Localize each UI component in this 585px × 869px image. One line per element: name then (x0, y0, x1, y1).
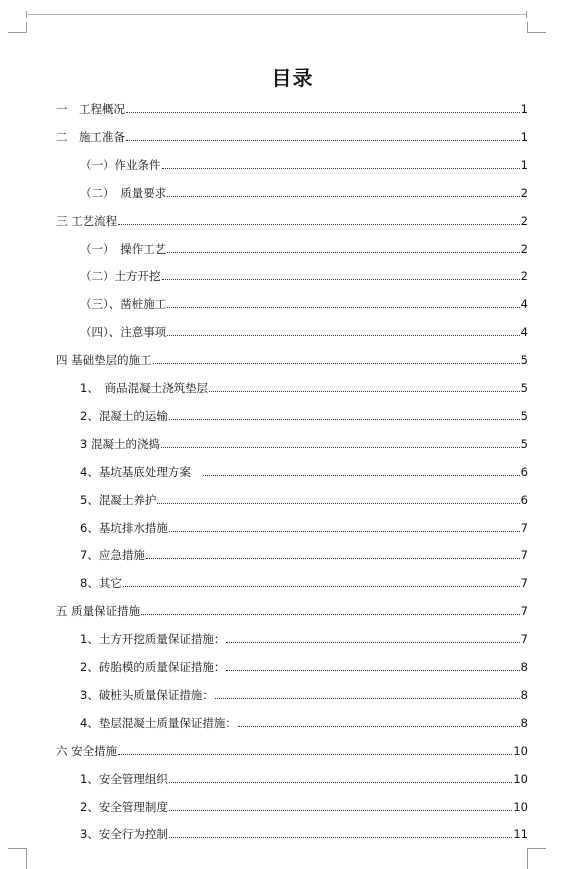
toc-entry-text: 6、基坑排水措施 (80, 520, 168, 535)
toc-entry[interactable] (80, 794, 528, 814)
dot-leader (161, 447, 520, 448)
toc-entry-page: 10 (513, 799, 528, 814)
dot-leader (169, 782, 513, 783)
toc-entry-text: 8、其它 (80, 576, 122, 591)
toc-entry-page: 7 (520, 632, 528, 647)
dot-leader (167, 196, 519, 197)
margin-corner-top-right (527, 22, 546, 33)
toc-entry-text: （一） 操作工艺 (80, 241, 167, 256)
toc-entry[interactable] (80, 319, 528, 339)
toc-entry-text: 1、土方开挖质量保证措施： (80, 632, 226, 647)
toc-entry-text: 3、安全行为控制 (80, 827, 168, 842)
toc-entry-text: 四 基础垫层的施工 (56, 353, 152, 368)
dot-leader (169, 837, 513, 838)
dot-leader (215, 698, 520, 699)
dot-leader (126, 140, 520, 141)
toc-entry-page: 5 (520, 436, 528, 451)
toc-entry[interactable] (56, 598, 528, 618)
toc-entry-page: 5 (520, 353, 528, 368)
toc-entry-page: 8 (520, 660, 528, 674)
toc-entry-text: 7、应急措施 (80, 548, 145, 563)
toc-entry-text: （二） 质量要求 (80, 185, 167, 200)
toc-entry-page: 4 (520, 325, 528, 340)
toc-entry-page: 5 (520, 408, 528, 423)
margin-corner-bottom-right (527, 848, 546, 869)
header-line (26, 14, 527, 15)
toc-entry[interactable] (80, 821, 528, 841)
dot-leader (118, 224, 520, 225)
toc-entry-text: 三 工艺流程 (56, 213, 118, 228)
toc-entry[interactable] (80, 626, 528, 646)
toc-entry[interactable] (80, 682, 528, 702)
dot-leader (141, 614, 520, 615)
margin-corner-bottom-left (8, 848, 27, 869)
toc-entry-page: 8 (520, 715, 528, 730)
toc-entry-text: 4、垫层混凝土质量保证措施： (80, 715, 237, 730)
dot-leader (203, 475, 519, 476)
toc-entry-page: 2 (520, 213, 528, 228)
toc-entry-text: 2、安全管理制度 (80, 799, 168, 814)
dot-leader (226, 642, 519, 643)
toc-entry[interactable] (56, 208, 528, 228)
toc-entry[interactable] (56, 347, 528, 367)
toc-entry[interactable] (80, 403, 528, 423)
toc-entry-page: 7 (520, 576, 528, 591)
toc-entry-text: （二）土方开挖 (80, 269, 161, 284)
toc-entry-text: 五 质量保证措施 (56, 604, 141, 619)
toc-entry[interactable] (56, 738, 528, 758)
toc-entry-text: 2、混凝土的运输 (80, 408, 168, 423)
toc-entry[interactable] (56, 96, 528, 116)
toc-entry-page: 6 (520, 464, 528, 479)
toc-entry-page: 10 (513, 743, 528, 758)
toc-entry-text: （三）、凿桩施工 (80, 297, 167, 312)
toc-entry[interactable] (80, 710, 528, 730)
toc-entry[interactable] (80, 542, 528, 562)
toc-entry[interactable] (80, 236, 528, 256)
toc-entry-page: 11 (513, 827, 528, 842)
toc-entry-page: 1 (520, 157, 528, 172)
toc-entry-text: 5、混凝土养护 (80, 492, 157, 507)
toc-entry-text: 六 安全措施 (56, 743, 118, 758)
dot-leader (209, 391, 520, 392)
dot-leader (167, 307, 519, 308)
dot-leader (157, 503, 519, 504)
toc-entry[interactable] (80, 487, 528, 507)
toc-entry-text: （四）、注意事项 (80, 325, 167, 340)
toc-entry[interactable] (80, 152, 528, 172)
dot-leader (169, 810, 513, 811)
toc-entry-page: 7 (520, 548, 528, 563)
dot-leader (162, 279, 520, 280)
margin-mark (526, 11, 527, 18)
toc-entry-text: 2、砖胎模的质量保证措施： (80, 660, 226, 674)
toc-entry-text: 4、基坑基底处理方案 (80, 464, 203, 479)
toc-entry[interactable] (80, 766, 528, 786)
toc-entry-text: 3、破桩头质量保证措施： (80, 687, 214, 702)
dot-leader (126, 112, 520, 113)
dot-leader (238, 726, 520, 727)
toc-entry[interactable] (80, 431, 528, 451)
dot-leader (169, 419, 520, 420)
toc-entry[interactable] (80, 570, 528, 590)
toc-entry-text: 二 施工准备 (56, 129, 125, 144)
toc-entry[interactable] (56, 124, 528, 144)
dot-leader (118, 754, 512, 755)
toc-entry-page: 5 (520, 381, 528, 395)
dot-leader (169, 531, 520, 532)
toc-entry[interactable] (80, 515, 528, 535)
toc-entry-text: 3 混凝土的浇捣 (80, 436, 160, 451)
toc-entry-page: 6 (520, 492, 528, 507)
toc-entry-page: 4 (520, 297, 528, 312)
toc-entry[interactable] (80, 291, 528, 311)
margin-corner-top-left (8, 22, 27, 33)
toc-entry-page: 7 (520, 520, 528, 535)
dot-leader (153, 363, 520, 364)
toc-entry-text: 1、 商品混凝土浇筑垫层 (80, 381, 209, 395)
toc-entry-page: 2 (520, 185, 528, 200)
toc-entry-page: 7 (520, 604, 528, 619)
toc-entry-page: 8 (520, 687, 528, 702)
dot-leader (162, 168, 520, 169)
toc-entry-page: 10 (513, 771, 528, 786)
toc-entry[interactable] (80, 459, 528, 479)
toc-entry-text: 1、安全管理组织 (80, 771, 168, 786)
toc-title: 目录 (271, 66, 314, 90)
dot-leader (123, 586, 520, 587)
toc-entry[interactable] (80, 375, 528, 395)
toc-entry[interactable] (80, 654, 528, 674)
toc-entry[interactable] (80, 263, 528, 283)
dot-leader (226, 670, 519, 671)
toc-entry-text: 一 工程概况 (56, 102, 125, 116)
toc-entry-page: 2 (520, 241, 528, 256)
toc-entry[interactable] (80, 180, 528, 200)
dot-leader (167, 252, 519, 253)
toc-entry-text: （一）作业条件 (80, 157, 161, 172)
toc-entry-page: 1 (520, 102, 528, 116)
toc-entry-page: 1 (520, 129, 528, 144)
toc-entry-page: 2 (520, 269, 528, 284)
dot-leader (167, 335, 519, 336)
dot-leader (146, 558, 520, 559)
